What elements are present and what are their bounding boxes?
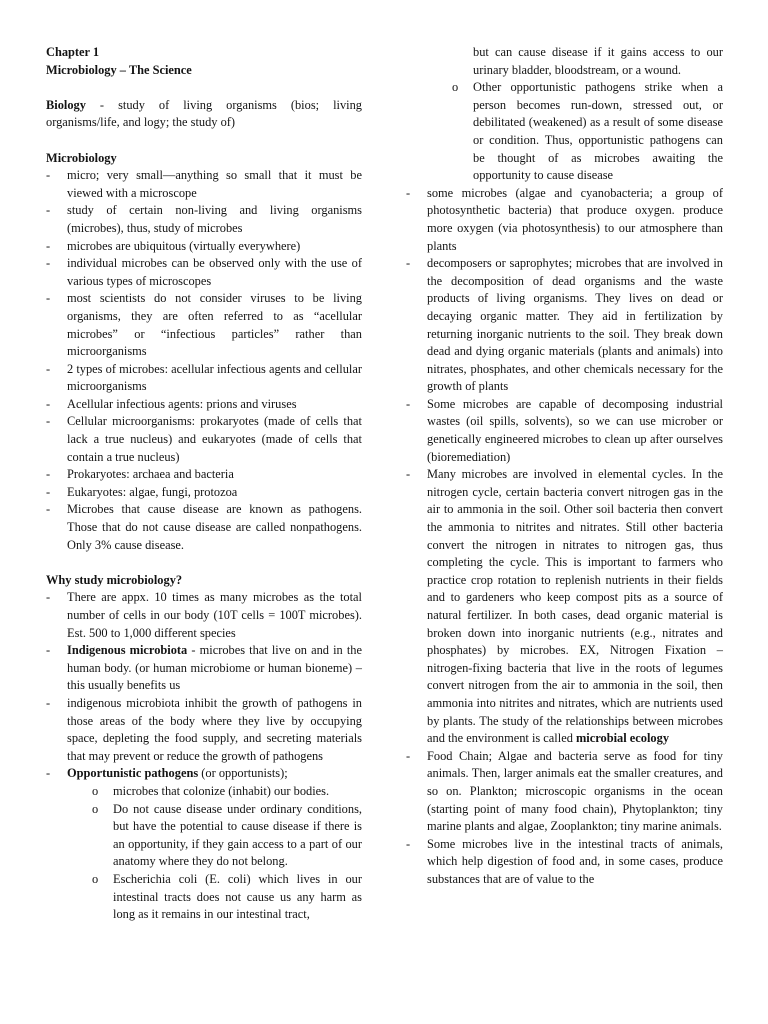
microbiology-heading: Microbiology bbox=[46, 150, 117, 165]
list-item: - Some microbes live in the intestinal tracts of animals, which help digestion of food and, in some cases, produce substances that are of value to the bbox=[406, 836, 723, 889]
sub-list-item: o Other opportunistic pathogens strike when a person becomes run-down, stressed out, or debilitated (weakened) as a result of some disease or condition. Thus, opportunistic pathogens can be thought of as microbes awaiting the opportunity to cause disease bbox=[452, 79, 723, 185]
list-item: - Microbes that cause disease are known as pathogens. Those that do not cause disease are called nonpathogens. Only 3% cause disease. bbox=[46, 501, 362, 554]
list-item: - Eukaryotes: algae, fungi, protozoa bbox=[46, 484, 362, 502]
list-item: - There are appx. 10 times as many microbes as the total number of cells in our body (10T cells = 100T microbes). Est. 500 to 1,000 different species bbox=[46, 589, 362, 642]
chapter-number: Chapter 1 bbox=[46, 45, 100, 59]
list-item: - indigenous microbiota inhibit the growth of pathogens in those areas of the body where they live by occupying space, depleting the food supply, and secreting materials that may prevent or reduce the growth of pathogens bbox=[46, 695, 362, 765]
biology-def-text: - study of living organisms (bios; living organisms/life, and logy; the study of) bbox=[46, 97, 362, 130]
right-column bbox=[406, 44, 723, 889]
opportunistic-sublist-continued bbox=[406, 79, 723, 185]
biology-term: Biology bbox=[46, 97, 86, 112]
sub-list-item: o microbes that colonize (inhabit) our bodies. bbox=[92, 783, 362, 801]
left-column bbox=[46, 44, 362, 924]
microbial-ecology-term: microbial ecology bbox=[575, 731, 670, 746]
list-item bbox=[46, 765, 362, 923]
opportunistic-text: (or opportunists); bbox=[198, 766, 288, 781]
list-item: - study of certain non-living and living organisms (microbes), thus, study of microbes bbox=[46, 202, 362, 237]
sub-list-item: o Do not cause disease under ordinary conditions, but have the potential to cause disease if there is an opportunity, if they gain access to a part of our anatomy where they do not belong. bbox=[92, 801, 362, 871]
microbiology-list bbox=[46, 167, 362, 554]
list-item: - micro; very small—anything so small that it must be viewed with a microscope bbox=[46, 167, 362, 202]
list-item: - Cellular microorganisms: prokaryotes (made of cells that lack a true nucleus) and eukaryotes (made of cells that contain a true nucleus) bbox=[46, 413, 362, 466]
list-item: - microbes are ubiquitous (virtually everywhere) bbox=[46, 238, 362, 256]
list-item bbox=[46, 642, 362, 695]
indigenous-term: Indigenous microbiota bbox=[67, 643, 188, 658]
list-item: - some microbes (algae and cyanobacteria; a group of photosynthetic bacteria) that produce oxygen. produce more oxygen (via photosynthesis) to our atmosphere than plants bbox=[406, 185, 723, 255]
sub-list-item: o Escherichia coli (E. coli) which lives in our intestinal tracts does not cause us any harm as long as it remains in our intestinal tract, bbox=[92, 871, 362, 924]
list-item: - most scientists do not consider viruses to be living organisms, they are often referred to as “acellular microbes” or “infectious particles” rather than microorganisms bbox=[46, 290, 362, 360]
chapter-title: Microbiology – The Science bbox=[46, 62, 192, 77]
list-item bbox=[406, 466, 723, 748]
biology-definition bbox=[46, 97, 362, 132]
list-item: - Some microbes are capable of decomposing industrial wastes (oil spills, solvents), so we can use microber or genetically engineered microbes to clean up after ourselves (bioremediation) bbox=[406, 396, 723, 466]
list-item: - Prokaryotes: archaea and bacteria bbox=[46, 466, 362, 484]
why-study-heading: Why study microbiology? bbox=[46, 572, 183, 587]
list-item: - Food Chain; Algae and bacteria serve as food for tiny animals. Then, larger animals eat the smaller creatures, and so on. Plankton; microscopic organisms in the ocean (starting point of many food chain), Phytoplankton; tiny marine plants and algae, Zooplankton; tiny marine animals. bbox=[406, 748, 723, 836]
continued-text: but can cause disease if it gains access to our urinary bladder, bloodstream, or a wound. bbox=[473, 45, 723, 77]
why-study-list bbox=[46, 589, 362, 923]
list-item: - Acellular infectious agents: prions and viruses bbox=[46, 396, 362, 414]
why-study-list-continued bbox=[406, 185, 723, 889]
opportunistic-term: Opportunistic pathogens bbox=[67, 766, 199, 781]
elemental-cycles-text: Many microbes are involved in elemental cycles. In the nitrogen cycle, certain bacteria convert nitrogen gas in the air to ammonia in the soil. Other soil bacteria then convert the ammonia to nitrites and nitrates. Still other bacteria convert the nitrogen in nitrates to nitrogen gas, thus completing the cycle. This is important to farmers who practice crop rotation to replenish nutrients in their fields and to gardeners who keep compost pits as a source of natural fertilizer. In both cases, dead organic material is broken down into inorganic nutrients (e.g., nitrates and phosphates) by microbes. EX, Nitrogen Fixation – nitrogen-fixing bacteria that live in the roots of legumes convert nitrogen from the air to ammonia in the soil, then ammonia into nitrites and nitrates, which are nutrients used by plants. The study of the relationships between microbes and the environment is called bbox=[427, 467, 723, 746]
list-item: - 2 types of microbes: acellular infectious agents and cellular microorganisms bbox=[46, 361, 362, 396]
list-item: - decomposers or saprophytes; microbes that are involved in the decomposition of dead organisms and the waste products of living organisms. They lives on dead or decaying organic matter. They aid in fertilization by returning inorganic nutrients to the soil. They break down dead and dying organic materials (plants and animals) into nitrates, phosphates, and other chemicals necessary for the growth of plants bbox=[406, 255, 723, 396]
opportunistic-sublist bbox=[46, 783, 362, 924]
indigenous-text: - microbes that live on and in the human body. (or human microbiome or human bioneme) – this usually benefits us bbox=[67, 643, 362, 693]
list-item: - individual microbes can be observed only with the use of various types of microscopes bbox=[46, 255, 362, 290]
